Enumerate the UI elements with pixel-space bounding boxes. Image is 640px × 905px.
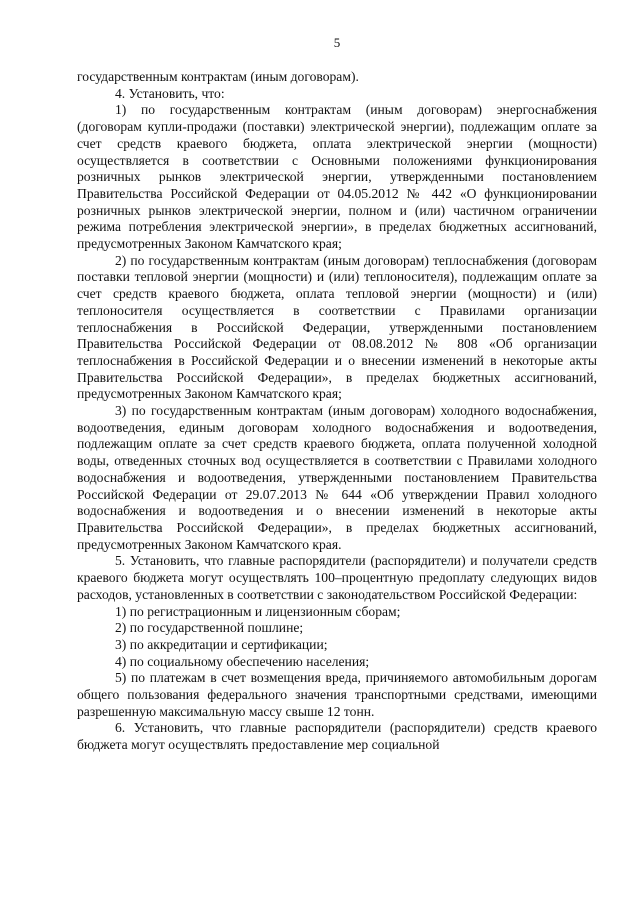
paragraph-5-2-state-duty: 2) по государственной пошлине; — [115, 620, 304, 636]
paragraph-4-3-water-supply: 3) по государственным контрактам (иным договорам) холодного водоснабжения, водоотведения, единым договорам холодного водоснабжения и водоотведения, подлежащим оплате за счет средств краевого бюджета, оплата полученной холодной воды, отведенных сточных вод осуществляется в соответствии с Правилами холодного водоснабжения и водоотведения, утвержденными постановлением Правительства Российской Федерации от 29.07.2013 № 644 «Об утверждении Правил холодного водоснабжения и водоотведения и о внесении изменений в некоторые акты Правительства Российской Федерации», в пределах бюджетных ассигнований, предусмотренных Законом Камчатского края. — [77, 403, 597, 552]
document-body — [77, 69, 597, 754]
paragraph-5-3-accreditation: 3) по аккредитации и сертификации; — [115, 636, 328, 652]
paragraph-section-4-heading: 4. Установить, что: — [115, 85, 225, 101]
paragraph-4-2-heat-supply: 2) по государственным контрактам (иным договорам) теплоснабжения (договорам поставки тепловой энергии (мощности) и (или) теплоносителя), подлежащим оплате за счет средств краевого бюджета, оплата тепловой энергии (мощности) и (или) теплоносителя осуществляется в соответствии с Правилами организации теплоснабжения в Российской Федерации, утвержденными постановлением Правительства Российской Федерации от 08.08.2012 № 808 «Об организации теплоснабжения в Российской Федерации и о внесении изменений в некоторые акты Правительства Российской Федерации», в пределах бюджетных ассигнований, предусмотренных Законом Камчатского края; — [77, 252, 597, 402]
paragraph-section-6: 6. Установить, что главные распорядители (распорядители) средств краевого бюджета могут осуществлять предоставление мер социальной — [77, 720, 597, 753]
paragraph-4-1-energy-supply: 1) по государственным контрактам (иным договорам) энергоснабжения (договорам купли-продажи (поставки) электрической энергии), подлежащим оплате за счет средств краевого бюджета, оплата электрической энергии (мощности) осуществляется в соответствии с Основными положениями функционирования розничных рынков электрической энергии, утвержденными постановлением Правительства Российской Федерации от 04.05.2012 № 442 «О функционировании розничных рынков электрической энергии, полном и (или) частичном ограничении режима потребления электрической энергии», в пределах бюджетных ассигнований, предусмотренных Законом Камчатского края; — [77, 102, 597, 252]
paragraph-5-5-road-damage: 5) по платежам в счет возмещения вреда, причиняемого автомобильным дорогам общего пользования федерального значения транспортными средствами, имеющими разрешенную максимальную массу свыше 12 тонн. — [77, 670, 597, 719]
paragraph-5-1-fees: 1) по регистрационным и лицензионным сборам; — [115, 603, 401, 619]
page-number: 5 — [333, 35, 341, 50]
paragraph-continuation: государственным контрактам (иным договорам). — [77, 69, 359, 84]
paragraph-section-5: 5. Установить, что главные распорядители (распорядители) и получатели средств краевого бюджета могут осуществлять 100–процентную предоплату следующих видов расходов, установленных в соответствии с законодательством Российской Федерации: — [77, 553, 597, 602]
paragraph-5-4-social-security: 4) по социальному обеспечению населения; — [115, 653, 370, 669]
document-page — [77, 35, 597, 754]
